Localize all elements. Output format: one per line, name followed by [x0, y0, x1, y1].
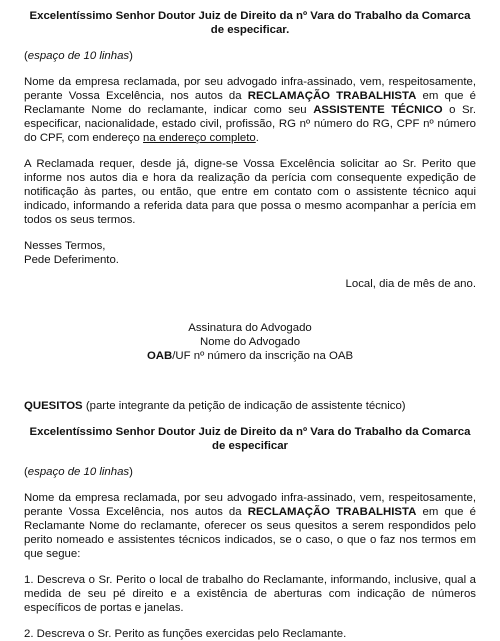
quesitos-heading: QUESITOS (parte integrante da petição de indicação de assistente técnico)	[24, 400, 406, 412]
petition-title-line1: Excelentíssimo Senhor Doutor Juiz de Direito da nº Vara do Trabalho da Comarca	[29, 10, 471, 22]
oab-number: /UF nº número da inscrição na OAB	[172, 350, 354, 362]
space-note: (espaço de 10 linhas)	[24, 50, 133, 62]
petition-title-line2: de especificar.	[210, 24, 290, 36]
space-note-2: (espaço de 10 linhas)	[24, 466, 133, 478]
quesito-item-1: 1. Descreva o Sr. Perito o local de trabalho do Reclamante, informando, inclusive, qual a medida de seu pé direito e a existência de aberturas com indicação de números específicos de portas e janelas.	[24, 574, 476, 614]
signature-block	[24, 321, 476, 363]
quesitos-title	[24, 425, 476, 453]
petition-title	[24, 9, 476, 37]
place-date: Local, dia de mês de ano.	[345, 278, 476, 290]
quesitos-label: QUESITOS	[24, 400, 83, 412]
lawyer-name: Nome do Advogado	[199, 336, 301, 348]
assistente-tecnico-label: ASSISTENTE TÉCNICO	[313, 104, 443, 116]
reclamacao-trabalhista-label-2: RECLAMAÇÃO TRABALHISTA	[247, 506, 417, 518]
petition-paragraph-2: A Reclamada requer, desde já, digne-se Vossa Excelência solicitar ao Sr. Perito que informe nos autos dia e hora da realização da perícia com consequente expedição de notificação às partes, ou então, que entre em contato com o assistente técnico aqui indicado, informando a referida data para que possa o mesmo acompanhar a perícia em todos os seus termos.	[24, 158, 476, 226]
quesitos-title-line1: Excelentíssimo Senhor Doutor Juiz de Direito da nº Vara do Trabalho da Comarca	[29, 426, 471, 438]
oab-label: OAB	[146, 350, 173, 362]
quesitos-title-line2: de especificar	[212, 440, 288, 452]
closing-line-1: Nesses Termos,	[24, 240, 106, 252]
space-note-text: espaço de 10 linhas	[27, 50, 130, 62]
document-page	[24, 9, 476, 641]
closing-terms	[24, 239, 476, 267]
quesitos-paragraph-1: Nome da empresa reclamada, por seu advogado infra-assinado, vem, respeitosamente, perante Vossa Excelência, nos autos da RECLAMAÇÃO TRABALHISTA em que é Reclamante Nome do reclamante, oferecer os seus quesitos a serem respondidos pelo perito nomeado e assistentes técnicos indicados, se o caso, o que o faz nos termos em que segue:	[24, 492, 476, 560]
petition-paragraph-1: Nome da empresa reclamada, por seu advogado infra-assinado, vem, respeitosamente, perante Vossa Excelência, nos autos da RECLAMAÇÃO TRABALHISTA em que é Reclamante Nome do reclamante, indicar como seu ASSISTENTE TÉCNICO o Sr. especificar, nacionalidade, estado civil, profissão, RG nº número do RG, CPF nº número do CPF, com endereço na endereço completo.	[24, 76, 476, 144]
address-placeholder: na endereço completo	[143, 132, 256, 144]
space-note-2-text: espaço de 10 linhas	[27, 466, 130, 478]
closing-line-2: Pede Deferimento.	[24, 254, 119, 266]
signature-line: Assinatura do Advogado	[188, 322, 312, 334]
quesito-item-2: 2. Descreva o Sr. Perito as funções exercidas pelo Reclamante.	[24, 628, 347, 640]
reclamacao-trabalhista-label: RECLAMAÇÃO TRABALHISTA	[247, 90, 417, 102]
